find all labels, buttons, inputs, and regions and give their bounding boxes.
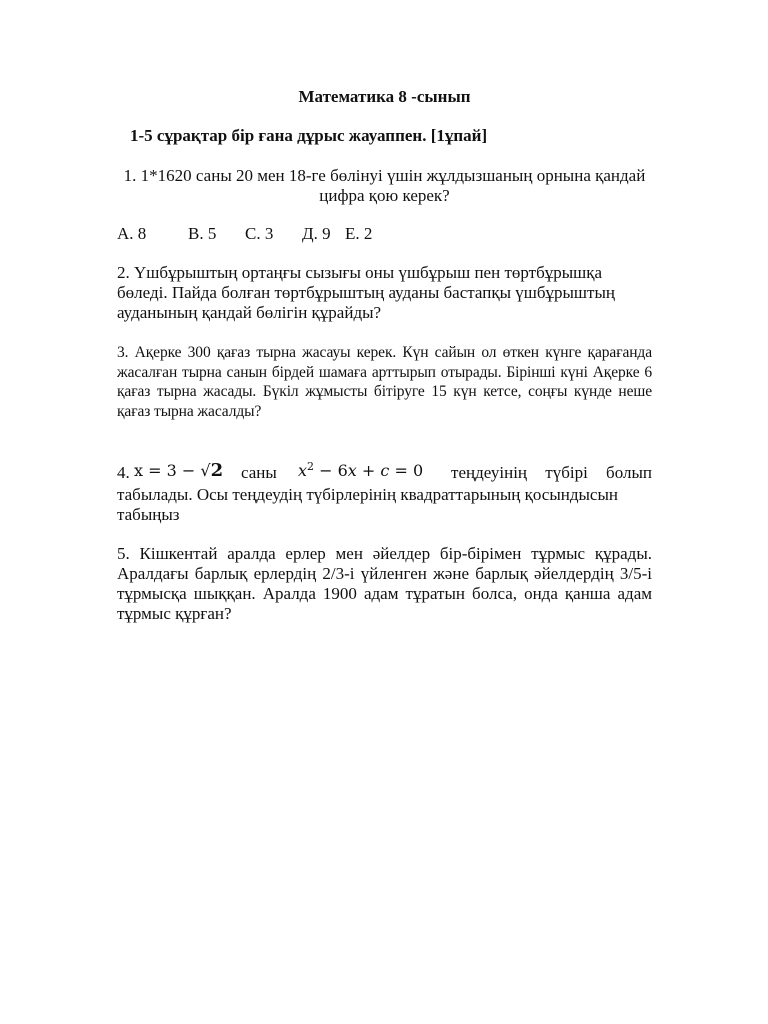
formula-eq-x: x (298, 461, 308, 480)
question-4-number: 4. (117, 463, 130, 482)
question-4-line1-tail: теңдеуінің түбірі болып (451, 463, 652, 482)
question-1-options (117, 224, 372, 244)
question-4-rest: табылады. Осы теңдеудің түбірлерінің квадраттарының қосындысын табыңыз (117, 485, 618, 524)
formula-eq-x-linear: x (347, 461, 357, 480)
formula-x-value (134, 458, 223, 484)
formula-eq-exponent: 2 (307, 460, 315, 473)
question-3: 3. Ақерке 300 қағаз тырна жасауы керек. Күн сайын ол өткен күнге қарағанда жасалған тырна санын бірдей шамаға арттырып отырады. Бірінші күні Ақерке 6 қағаз тырна жасады. Бүкіл жұмысты бітіруге 15 күн кетсе, соңғы күнде неше қағаз тырна жасалды? (117, 344, 652, 420)
question-1: 1. 1*1620 саны 20 мен 18-ге бөлінуі үшін жұлдызшаның орнына қандай цифра қою керек? (123, 166, 646, 205)
option-b: В. 5 (188, 224, 217, 243)
formula-x-radicand: 2 (210, 460, 224, 481)
option-d: Д. 9 (302, 224, 331, 243)
section-instructions: 1-5 сұрақтар бір ғана дұрыс жауаппен. [1ұпай] (130, 126, 488, 145)
question-5: 5. Кішкентай аралда ерлер мен әйелдер бір-бірімен тұрмыс құрады. Аралдағы барлық ерлердің 2/3-і үйленген және барлық әйелдердің 3/5-і тұрмысқа шыққан. Аралда 1900 адам тұратын болса, онда қанша адам тұрмыс құрған? (117, 544, 652, 623)
formula-eq-plus: + (356, 461, 381, 480)
formula-quadratic-equation (298, 458, 423, 484)
formula-eq-equals-zero: = 0 (389, 461, 424, 480)
document-title: Математика 8 -сынып (298, 87, 471, 106)
word-sany: саны (241, 463, 277, 482)
question-4-first-line (117, 458, 652, 486)
option-c: С. 3 (245, 224, 274, 243)
option-e: Е. 2 (345, 224, 373, 243)
formula-x-left: x = 3 − √ (134, 461, 211, 480)
formula-eq-minus-six: − 6 (314, 461, 348, 480)
question-2: 2. Үшбұрыштың ортаңғы сызығы оны үшбұрыш пен төртбұрышқа бөледі. Пайда болған төртбұрыштың ауданы бастапқы үшбұрыштың ауданының қандай бөлігін құрайды? (117, 263, 615, 322)
formula-eq-c: c (380, 461, 390, 480)
option-a: А. 8 (117, 224, 147, 243)
